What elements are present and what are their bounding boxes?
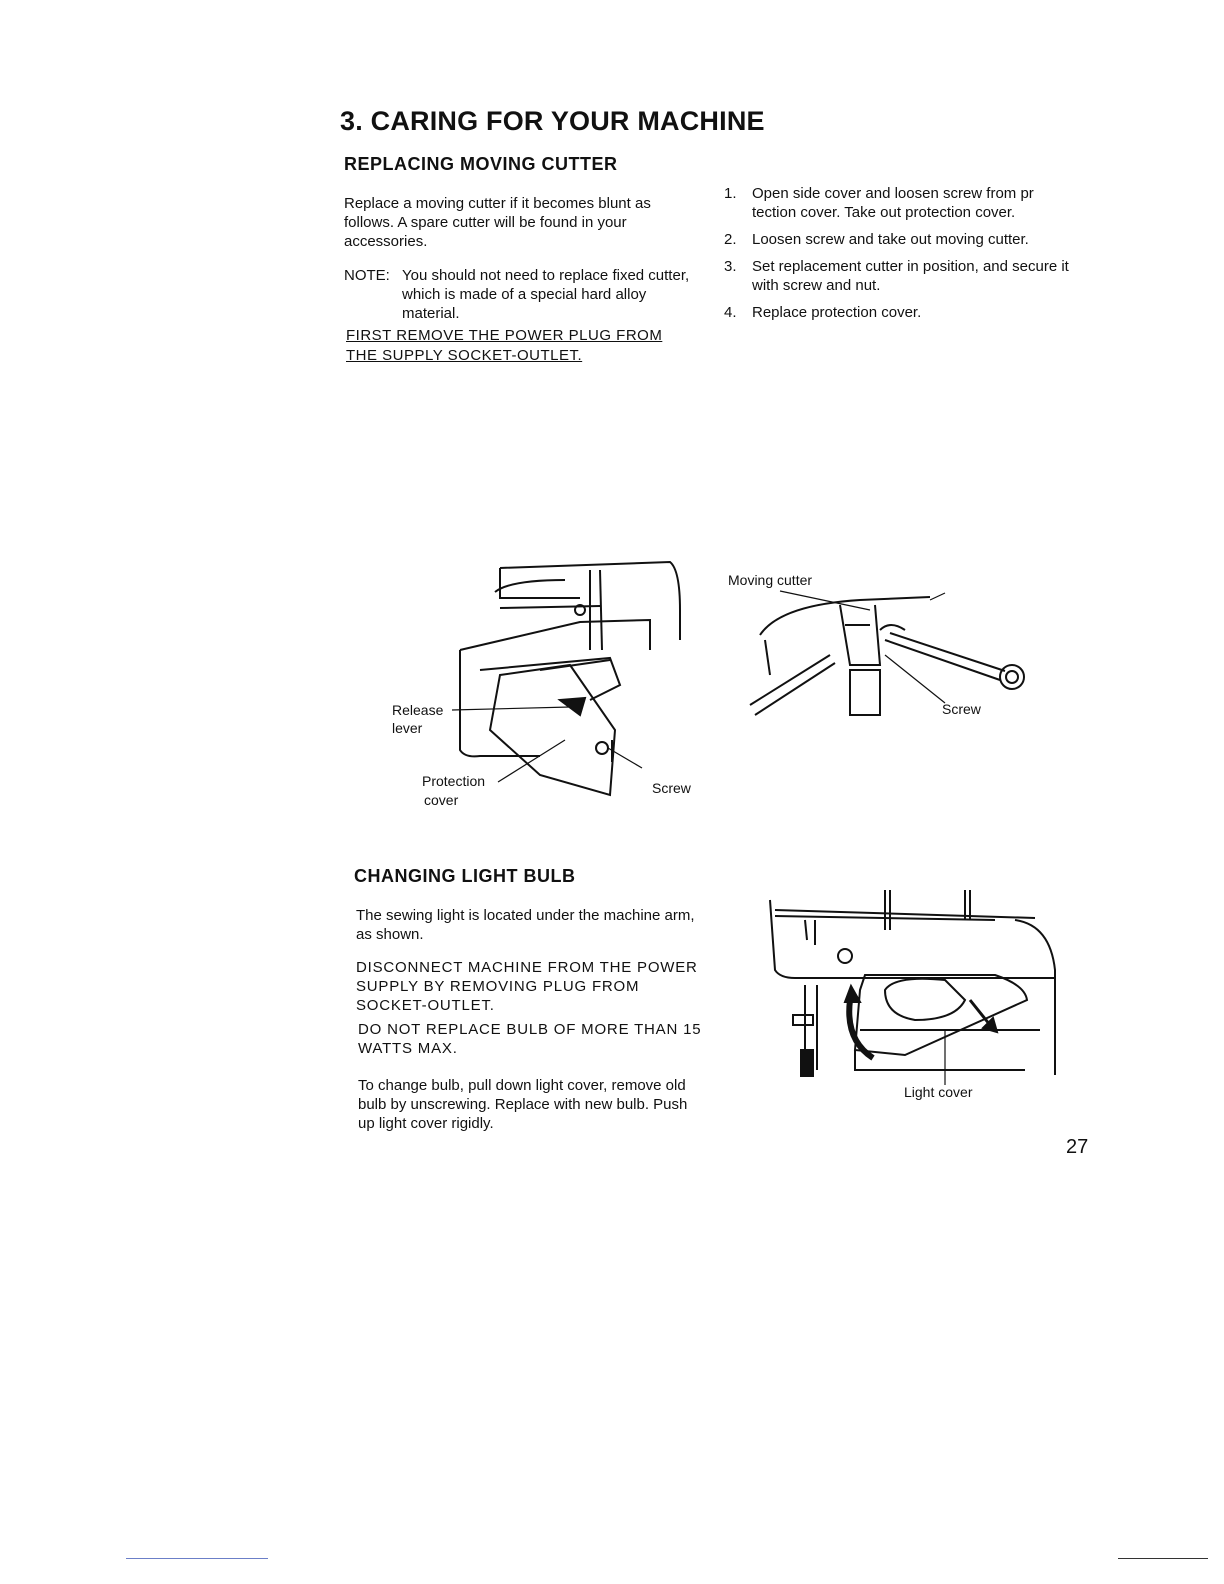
section-title: 3. CARING FOR YOUR MACHINE <box>340 106 765 136</box>
list-item: 4. Replace protection cover. <box>724 304 922 321</box>
light-warning-1: DISCONNECT MACHINE FROM THE POWER SUPPLY BY REMOVING PLUG FROM SOCKET-OUTLET. <box>356 959 698 1014</box>
screw-label-1: Screw <box>652 780 691 796</box>
warning-line-1: FIRST REMOVE THE POWER PLUG FROM <box>346 327 663 344</box>
light-warning-2: DO NOT REPLACE BULB OF MORE THAN 15 WATTS MAX. <box>358 1021 702 1057</box>
moving-cutter-illustration <box>740 585 1040 725</box>
list-item: 3. Set replacement cutter in position, and secure it with screw and nut. <box>724 258 1069 294</box>
light-bulb-heading: CHANGING LIGHT BULB <box>354 866 576 886</box>
list-item: 1. Open side cover and loosen screw from pr tection cover. Take out protection cover. <box>724 185 1034 221</box>
list-item: 2. Loosen screw and take out moving cutter. <box>724 231 1029 248</box>
replacing-intro: Replace a moving cutter if it becomes blunt as follows. A spare cutter will be found in your accessories. <box>344 195 651 250</box>
replacing-cutter-heading: REPLACING MOVING CUTTER <box>344 154 618 174</box>
release-lever-label-2: lever <box>392 720 423 736</box>
note-text: You should not need to replace fixed cutter, which is made of a special hard alloy material. <box>402 267 690 322</box>
footer-rule-left <box>126 1558 268 1559</box>
light-instructions: To change bulb, pull down light cover, remove old bulb by unscrewing. Replace with new bulb. Push up light cover rigidly. <box>358 1077 688 1132</box>
protection-cover-label-2: cover <box>424 792 459 808</box>
light-cover-illustration <box>765 890 1065 1090</box>
screw-label-2: Screw <box>942 701 981 717</box>
moving-cutter-label: Moving cutter <box>728 572 813 588</box>
note-block <box>344 266 696 323</box>
page-number: 27 <box>1066 1136 1089 1158</box>
protection-cover-label-1: Protection <box>422 773 486 789</box>
warning-line-2: THE SUPPLY SOCKET-OUTLET. <box>346 347 583 364</box>
light-cover-label: Light cover <box>904 1084 973 1100</box>
release-lever-label-1: Release <box>392 702 444 718</box>
footer-rule-right <box>1118 1558 1208 1559</box>
light-intro: The sewing light is located under the machine arm, as shown. <box>356 907 695 943</box>
note-prefix: NOTE: <box>344 267 390 284</box>
steps-list <box>724 184 1076 330</box>
